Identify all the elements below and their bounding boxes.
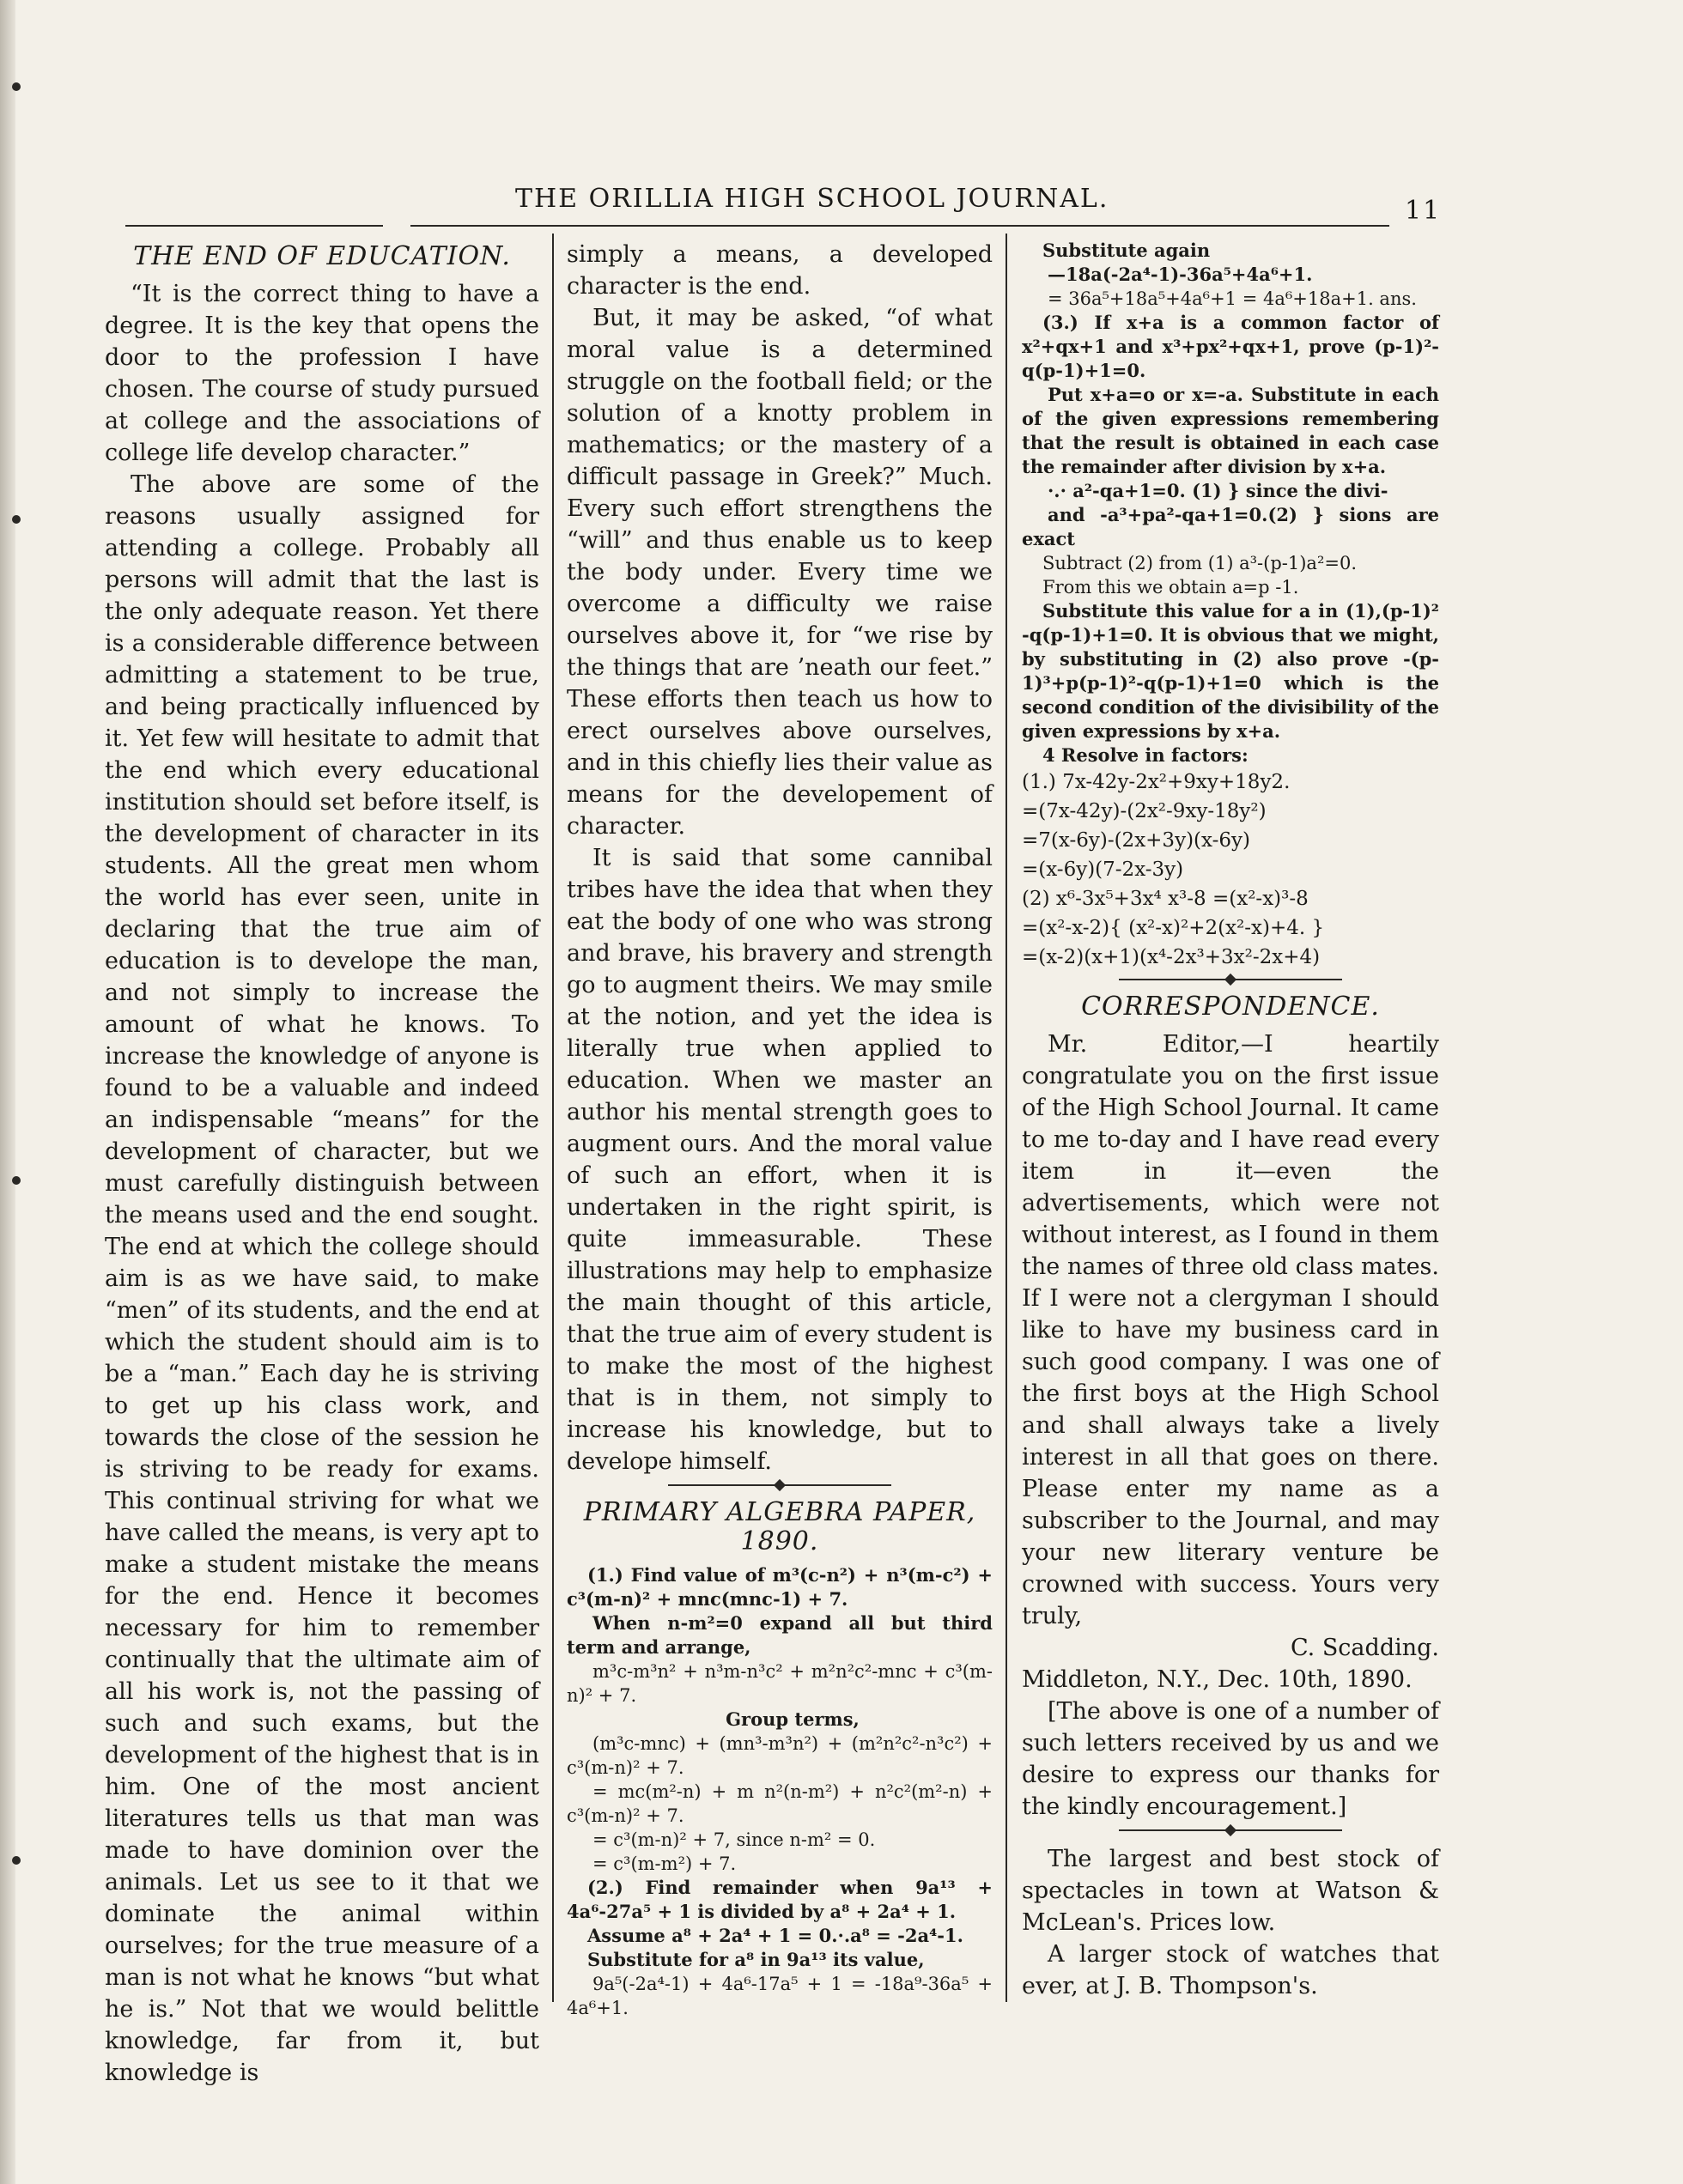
correspondence-heading: CORRESPONDENCE. — [1081, 992, 1380, 1022]
advertisement: The largest and best stock of spectacles in town at Watson & McLean's. Prices low. — [1022, 1846, 1439, 1936]
algebra-line: From this we obtain a=p -1. — [1042, 577, 1299, 598]
factor-line: =7(x-6y)-(2x+3y)(x-6y) — [1022, 829, 1250, 852]
algebra-line: When n-m²=0 expand all but third term and arrange, — [567, 1612, 993, 1658]
factor-line: (1.) 7x-42y-2x²+9xy+18y2. — [1022, 771, 1291, 793]
column-1 — [105, 239, 539, 2089]
header-rule — [410, 225, 1389, 227]
column-3 — [1022, 239, 1439, 2002]
factor-line: (2) x⁶-3x⁵+3x⁴ x³-8 =(x²-x)³-8 — [1022, 888, 1309, 910]
article-paragraph: But, it may be asked, “of what moral value is a determined struggle on the football field; or the solution of a knotty problem in mathematics; or the mastery of a difficult passage in Greek?” Much. Every such effort strengthens the “will” and thus enable us to keep the body under. Every time we overcome a difficulty we raise ourselves above it, for “we rise by the things that are ’neath our feet.” These efforts then teach us how to erect ourselves above ourselves, and in this chiefly lies their value as means for the developement of character. — [567, 305, 993, 840]
factor-solutions — [1022, 767, 1439, 972]
section-divider — [1119, 1829, 1342, 1836]
article-paragraph: It is said that some cannibal tribes have the idea that when they eat the body of one who was strong and brave, his bravery and strength go to augment theirs. We may smile at the notion, and yet the idea is literally true when applied to education. When we master an author his mental strength goes to augment ours. And the moral value of such an effort, when it is undertaken in the right spirit, is quite immeasurable. These illustrations may help to emphasize the main thought of this article, that the true aim of every student is to make the most of the highest that is in them, not simply to increase his knowledge, but to develope himself. — [567, 845, 993, 1475]
page-number: 11 — [1405, 196, 1442, 226]
algebra-line: —18a(-2a⁴-1)-36a⁵+4a⁶+1. — [1048, 264, 1313, 285]
algebra-line: Substitute this value for a in (1),(p-1)² -q(p-1)+1=0. It is obvious that we might, by substituting in (2) also prove -(p-1)³+p(p-1)²-q(p-1)+1=0 which is the second condition of the divisibility of the given expressions by x+a. — [1022, 600, 1439, 742]
algebra-line: = 36a⁵+18a⁵+4a⁶+1 = 4a⁶+18a+1. ans. — [1048, 288, 1417, 309]
algebra-line: and -a³+pa²-qa+1=0.(2) } sions are exact — [1022, 504, 1439, 549]
column-2 — [567, 239, 993, 2020]
margin-mark — [12, 82, 21, 91]
factor-line: =(7x-42y)-(2x²-9xy-18y²) — [1022, 800, 1267, 822]
algebra-line: Assume a⁸ + 2a⁴ + 1 = 0.·.a⁸ = -2a⁴-1. — [587, 1925, 963, 1946]
factor-line: =(x²-x-2){ (x²-x)²+2(x²-x)+4. } — [1022, 917, 1325, 939]
journal-title: THE ORILLIA HIGH SCHOOL JOURNAL. — [515, 184, 1109, 214]
algebra-line: Subtract (2) from (1) a³-(p-1)a²=0. — [1042, 553, 1358, 573]
algebra-line: (m³c-mnc) + (mn³-m³n²) + (m²n²c²-n³c²) + c³(m-n)² + 7. — [567, 1733, 993, 1778]
column-rule — [1006, 234, 1007, 2002]
margin-mark — [12, 1176, 21, 1185]
algebra-line: ·.· a²-qa+1=0. (1) } since the divi- — [1048, 480, 1388, 501]
editor-note: [The above is one of a number of such letters received by us and we desire to express our thanks for the kindly encouragement.] — [1022, 1698, 1439, 1820]
algebra-year: 1890. — [740, 1526, 819, 1556]
factor-line: =(x-2)(x+1)(x⁴-2x³+3x²-2x+4) — [1022, 946, 1321, 968]
algebra-solutions-continued — [1022, 239, 1439, 767]
algebra-line: 9a⁵(-2a⁴-1) + 4a⁶-17a⁵ + 1 = -18a⁹-36a⁵ + 4a⁶+1. — [567, 1974, 993, 2018]
algebra-line: m³c-m³n² + n³m-n³c² + m²n²c²-mnc + c³(m-n)² + 7. — [567, 1661, 993, 1706]
letter-signature: C. Scadding. — [1290, 1635, 1439, 1661]
algebra-solutions — [567, 1563, 993, 2020]
letter-dateline: Middleton, N.Y., Dec. 10th, 1890. — [1022, 1666, 1413, 1693]
article-paragraph: “It is the correct thing to have a degree. It is the key that opens the door to the profession I have chosen. The course of study pursued at college and the associations of college life develop character.” — [105, 281, 539, 466]
factor-line: =(x-6y)(7-2x-3y) — [1022, 858, 1184, 881]
algebra-line: = c³(m-n)² + 7, since n-m² = 0. — [592, 1829, 876, 1850]
article-paragraph: simply a means, a developed character is the end. — [567, 241, 993, 300]
article-heading: THE END OF EDUCATION. — [133, 241, 511, 271]
margin-mark — [12, 1856, 21, 1865]
algebra-line: = mc(m²-n) + m n²(n-m²) + n²c²(m²-n) + c³(m-n)² + 7. — [567, 1781, 993, 1826]
margin-mark — [12, 515, 21, 524]
algebra-line: (3.) If x+a is a common factor of x²+qx+1 and x³+px²+qx+1, prove (p-1)²-q(p-1)+1=0. — [1022, 312, 1439, 381]
algebra-line: Group terms, — [726, 1708, 860, 1730]
algebra-heading: PRIMARY ALGEBRA PAPER, — [583, 1497, 976, 1527]
algebra-line: Substitute again — [1042, 240, 1211, 261]
advertisement: A larger stock of watches that ever, at J. B. Thompson's. — [1022, 1941, 1439, 1999]
algebra-line: = c³(m-m²) + 7. — [592, 1853, 737, 1874]
section-divider — [668, 1484, 891, 1491]
header-rule — [125, 225, 383, 227]
algebra-line: Put x+a=o or x=-a. Substitute in each of the given expressions remembering that the result is obtained in each case the remainder after division by x+a. — [1022, 384, 1439, 477]
algebra-line: 4 Resolve in factors: — [1042, 744, 1249, 766]
section-divider — [1119, 979, 1342, 986]
column-rule — [552, 234, 554, 2002]
article-paragraph: The above are some of the reasons usually assigned for attending a college. Probably all persons will admit that the last is the only adequate reason. Yet there is a considerable difference between admitting a statement to be true, and being practically influenced by it. Yet few will hesitate to admit that the end which every educational institution should set before itself, is the development of character in its students. All the great men whom the world has ever seen, unite in declaring that the true aim of education is to develope the man, and not simply to increase the amount of what he knows. To increase the knowledge of anyone is found to be a valuable and indeed an indispensable “means” for the development of character, but we must carefully distinguish between the means used and the end sought. The end at which the college should aim is as we have said, to make “men” of its students, and the end at which the student should aim is to be a “man.” Each day he is striving to get up his class work, and towards the close of the session he is striving to be ready for exams. This continual striving for what we have called the means, is very apt to make a student mistake the means for the end. Hence it becomes necessary for him to remember continually that the ultimate aim of all his work is, not the passing of such and such exams, but the development of the highest that is in him. One of the most ancient literatures tells us that man was made to have dominion over the animals. Let us see to it that we dominate the animal within ourselves; for the true measure of a man is not what he knows “but what he is.” Not that we would belittle knowledge, far from it, but knowledge is — [105, 471, 539, 2086]
algebra-line: (1.) Find value of m³(c-n²) + n³(m-c²) + c³(m-n)² + mnc(mnc-1) + 7. — [567, 1564, 993, 1610]
algebra-line: (2.) Find remainder when 9a¹³ + 4a⁶-27a⁵ + 1 is divided by a⁸ + 2a⁴ + 1. — [567, 1877, 993, 1922]
letter-body: Mr. Editor,—I heartily congratulate you on the first issue of the High School Journal. It came to me to-day and I have read every item in it—even the advertisements, which were not without interest, as I found in them the names of three old class mates. If I were not a clergyman I should like to have my business card in such good company. I was one of the first boys at the High School and shall always take a lively interest in all that goes on there. Please enter my name as a subscriber to the Journal, and may your new literary venture be crowned with success. Yours very truly, — [1022, 1031, 1439, 1629]
algebra-line: Substitute for a⁸ in 9a¹³ its value, — [587, 1949, 925, 1970]
